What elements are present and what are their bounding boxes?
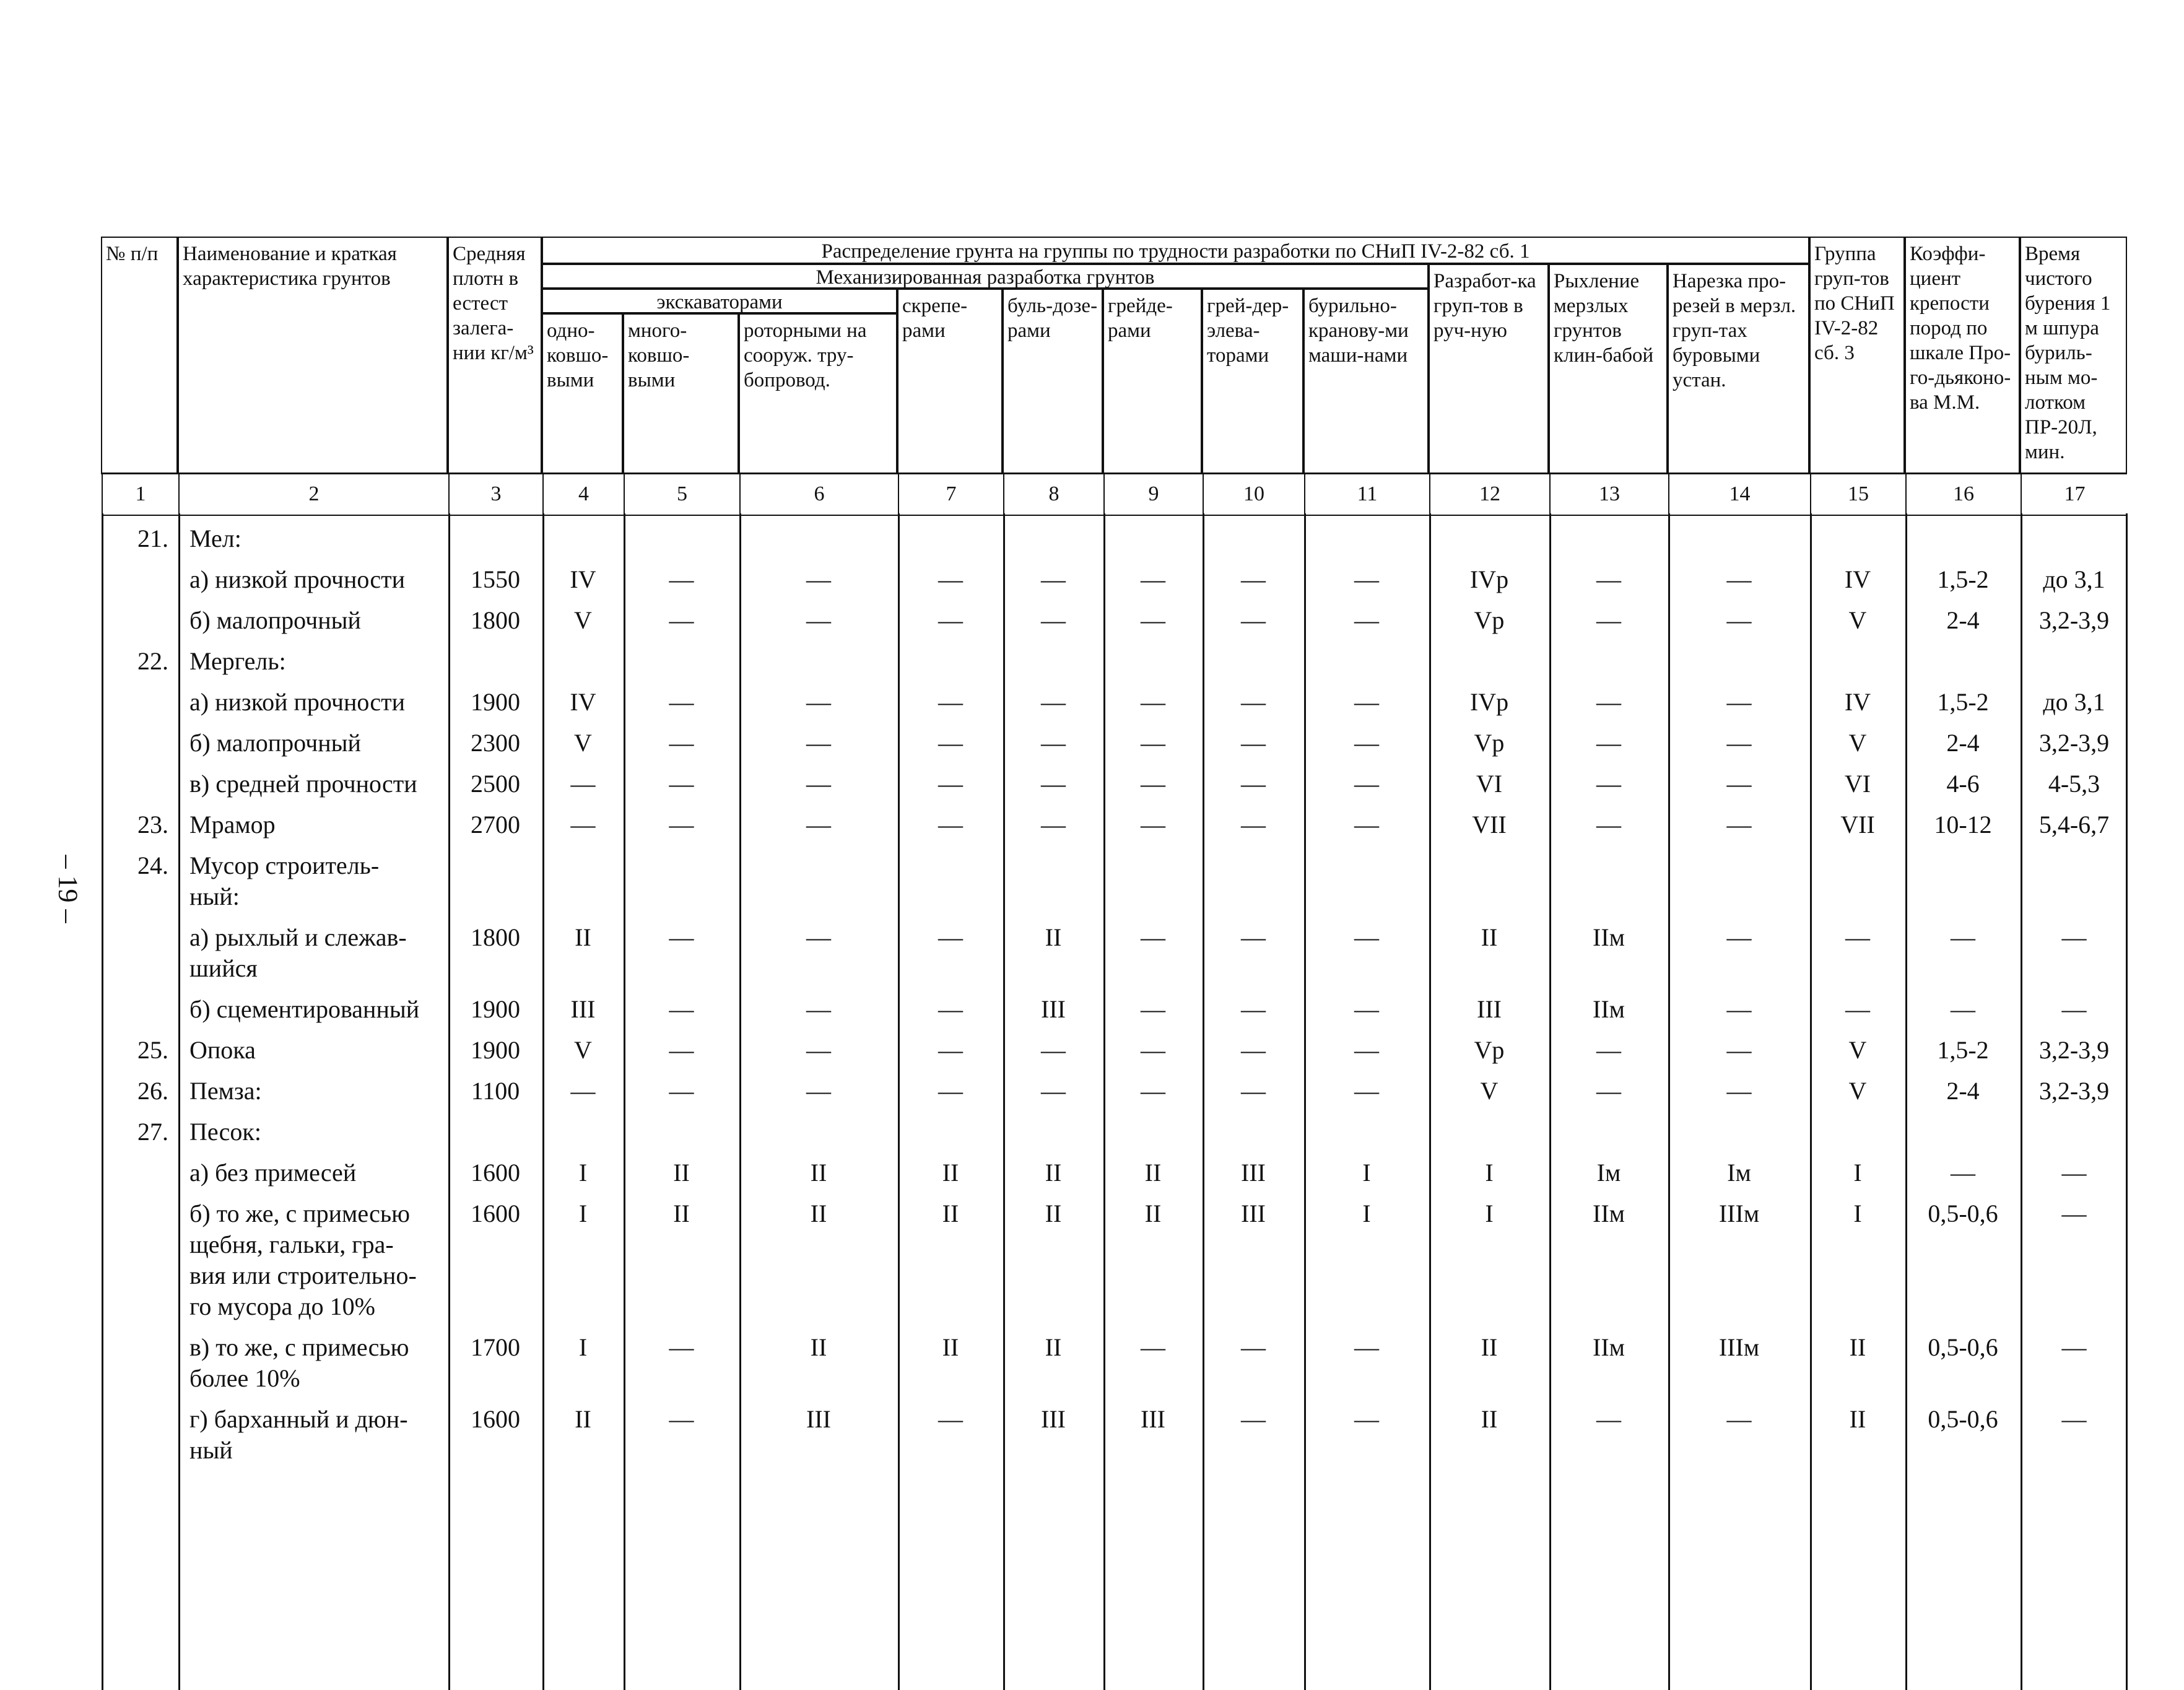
group-value: —: [1041, 565, 1066, 593]
group-value: —: [2061, 1333, 2087, 1361]
table-row: [102, 728, 2127, 769]
group-value: —: [1041, 606, 1066, 634]
header-col-11: бурильно-кранову-ми маши-нами: [1303, 289, 1429, 474]
group-value: —: [938, 729, 963, 757]
group-value: 1,5-2: [1937, 565, 1989, 593]
density-value: 1900: [471, 688, 520, 716]
group-value: V: [574, 1036, 592, 1064]
soil-name: в) средней прочности: [189, 770, 417, 798]
row-number: 21.: [137, 525, 168, 552]
group-value: —: [1354, 606, 1379, 634]
soil-name: Мусор строитель- ный:: [189, 852, 380, 910]
group-value: —: [1596, 606, 1621, 634]
soil-name: а) низкой прочности: [189, 688, 406, 716]
page-number: – 19 –: [53, 855, 84, 923]
group-value: —: [1241, 606, 1266, 634]
group-value: IIм: [1593, 995, 1625, 1023]
table-row: [102, 922, 2127, 994]
table-row: [102, 646, 2127, 687]
group-value: I: [1853, 1159, 1862, 1187]
group-value: —: [1141, 923, 1165, 951]
column-number: 16: [1905, 474, 2021, 515]
group-value: 4-5,3: [2048, 770, 2100, 798]
group-value: III: [1041, 1405, 1066, 1433]
group-value: V: [1848, 729, 1867, 757]
column-number: 1: [102, 474, 178, 515]
table-row: [102, 809, 2127, 850]
group-value: —: [1596, 811, 1621, 838]
group-value: —: [1951, 923, 1975, 951]
group-value: —: [669, 688, 694, 716]
group-value: —: [1141, 688, 1165, 716]
group-value: —: [938, 1405, 963, 1433]
group-value: —: [1041, 688, 1066, 716]
row-number: 27.: [137, 1118, 168, 1146]
group-value: II: [1849, 1333, 1866, 1361]
table-row: [102, 1157, 2127, 1198]
group-value: IIм: [1593, 1333, 1625, 1361]
group-value: —: [1596, 565, 1621, 593]
group-value: —: [1241, 923, 1266, 951]
group-value: II: [1045, 1333, 1062, 1361]
density-value: 2700: [471, 811, 520, 838]
group-value: —: [806, 1036, 831, 1064]
group-value: —: [2061, 1159, 2087, 1187]
group-value: —: [1141, 1077, 1165, 1105]
group-value: —: [669, 770, 694, 798]
group-value: —: [1726, 565, 1752, 593]
group-value: 2-4: [1946, 606, 1980, 634]
group-value: —: [1726, 1405, 1752, 1433]
table-row: [102, 850, 2127, 922]
row-number: 26.: [137, 1077, 168, 1105]
column-number: 7: [898, 474, 1003, 515]
group-value: I: [578, 1159, 588, 1187]
group-value: —: [1951, 1159, 1975, 1187]
group-value: —: [1041, 1077, 1066, 1105]
group-value: —: [1354, 1333, 1379, 1361]
column-number: 13: [1549, 474, 1668, 515]
group-value: —: [1596, 1077, 1621, 1105]
header-col-17: Время чистого бурения 1 м шпура буриль-ным мо-лотком ПР-20Л, мин.: [2020, 237, 2127, 474]
soil-name: Мрамор: [189, 811, 276, 838]
group-value: II: [1849, 1405, 1866, 1433]
column-number: 4: [542, 474, 624, 515]
group-value: —: [1726, 688, 1752, 716]
group-value: до 3,1: [2043, 688, 2105, 716]
group-value: Vр: [1474, 729, 1505, 757]
group-value: 2-4: [1946, 1077, 1980, 1105]
table-row: [102, 994, 2127, 1035]
group-value: —: [1596, 729, 1621, 757]
group-value: II: [942, 1159, 959, 1187]
group-value: Vр: [1474, 606, 1505, 634]
group-value: II: [942, 1333, 959, 1361]
group-value: II: [1144, 1159, 1162, 1187]
group-value: II: [810, 1200, 827, 1227]
group-value: I: [1485, 1200, 1494, 1227]
header-col-12: Разработ-ка груп-тов в руч-ную: [1429, 264, 1549, 474]
group-value: I: [1362, 1200, 1371, 1227]
group-value: I: [1485, 1159, 1494, 1187]
group-value: —: [1354, 811, 1379, 838]
group-value: —: [1041, 1036, 1066, 1064]
header-col-10: грей-дер-элева-торами: [1202, 289, 1303, 474]
group-value: —: [938, 1036, 963, 1064]
group-value: —: [669, 1077, 694, 1105]
group-value: —: [1241, 1405, 1266, 1433]
group-value: II: [1481, 1333, 1498, 1361]
table-row: [102, 1035, 2127, 1076]
group-value: IVр: [1469, 688, 1509, 716]
table-row: [102, 1332, 2127, 1404]
group-value: —: [938, 606, 963, 634]
group-value: III: [1241, 1200, 1266, 1227]
group-value: III: [1241, 1159, 1266, 1187]
group-value: II: [1045, 923, 1062, 951]
group-value: II: [810, 1159, 827, 1187]
group-value: 3,2-3,9: [2038, 1077, 2110, 1105]
group-value: —: [1041, 770, 1066, 798]
group-value: V: [1480, 1077, 1499, 1105]
header-excavators: экскаваторами: [542, 289, 897, 313]
column-number: 9: [1103, 474, 1203, 515]
group-value: II: [1045, 1159, 1062, 1187]
group-value: 3,2-3,9: [2038, 729, 2110, 757]
group-value: V: [1848, 1036, 1867, 1064]
table-body: [102, 513, 2127, 1690]
group-value: —: [1951, 995, 1975, 1023]
group-value: —: [938, 811, 963, 838]
group-value: —: [806, 770, 831, 798]
group-value: —: [938, 770, 963, 798]
group-value: IV: [570, 688, 596, 716]
group-value: 3,2-3,9: [2038, 1036, 2110, 1064]
group-value: —: [669, 729, 694, 757]
density-value: 1600: [471, 1159, 520, 1187]
group-value: —: [570, 1077, 596, 1105]
table-row: [102, 523, 2127, 564]
group-value: II: [575, 923, 591, 951]
group-value: —: [806, 606, 831, 634]
group-value: IVр: [1469, 565, 1509, 593]
column-number: 12: [1429, 474, 1549, 515]
density-value: 1600: [471, 1405, 520, 1433]
group-value: —: [669, 1333, 694, 1361]
group-value: —: [1141, 606, 1165, 634]
column-number: 3: [448, 474, 542, 515]
group-value: —: [1726, 995, 1752, 1023]
group-value: —: [1596, 1036, 1621, 1064]
column-number: 15: [1810, 474, 1905, 515]
group-value: II: [1144, 1200, 1162, 1227]
group-value: III: [1141, 1405, 1165, 1433]
group-value: —: [1726, 1077, 1752, 1105]
soil-name: а) рыхлый и слежав- шийся: [189, 923, 407, 982]
group-value: —: [1241, 565, 1266, 593]
header-distribution: Распределение грунта на группы по трудности разработки по СНиП IV-2-82 сб. 1: [542, 237, 1809, 264]
group-value: —: [1726, 811, 1752, 838]
row-number: 24.: [137, 852, 168, 879]
group-value: —: [669, 565, 694, 593]
density-value: 1800: [471, 923, 520, 951]
density-value: 1800: [471, 606, 520, 634]
header-col-16: Коэффи-циент крепости пород по шкале Прого-дьяконо-ва М.М.: [1905, 237, 2020, 474]
group-value: —: [2061, 923, 2087, 951]
group-value: —: [1726, 923, 1752, 951]
group-value: —: [1596, 688, 1621, 716]
group-value: —: [1726, 1036, 1752, 1064]
soil-name: б) сцементированный: [189, 995, 420, 1023]
soil-name: Мел:: [189, 525, 241, 552]
column-number: 8: [1003, 474, 1103, 515]
header-col-8: буль-дозе-рами: [1003, 289, 1103, 474]
soil-name: в) то же, с примесью более 10%: [189, 1333, 409, 1392]
group-value: IV: [1844, 565, 1871, 593]
header-col-13: Рыхление мерзлых грунтов клин-бабой: [1549, 264, 1668, 474]
group-value: —: [806, 565, 831, 593]
group-value: —: [1726, 770, 1752, 798]
group-value: —: [669, 923, 694, 951]
group-value: —: [2061, 995, 2087, 1023]
group-value: 5,4-6,7: [2038, 811, 2110, 838]
group-value: —: [2061, 1405, 2087, 1433]
group-value: II: [1481, 923, 1498, 951]
header-col-9: грейде-рами: [1103, 289, 1202, 474]
row-number: 23.: [137, 811, 168, 838]
group-value: —: [1354, 995, 1379, 1023]
group-value: VI: [1844, 770, 1871, 798]
column-number: 5: [624, 474, 739, 515]
group-value: V: [1848, 606, 1867, 634]
group-value: Iм: [1727, 1159, 1751, 1187]
group-value: —: [1354, 770, 1379, 798]
table-row: [102, 1117, 2127, 1157]
group-value: —: [806, 811, 831, 838]
group-value: 10-12: [1934, 811, 1992, 838]
header-col-name: Наименование и краткая характеристика грунтов: [178, 237, 448, 474]
group-value: —: [1845, 923, 1870, 951]
header-col-number: № п/п: [101, 237, 178, 474]
soil-name: а) без примесей: [189, 1159, 357, 1187]
group-value: —: [1141, 811, 1165, 838]
group-value: —: [806, 995, 831, 1023]
group-value: I: [1362, 1159, 1371, 1187]
group-value: —: [570, 811, 596, 838]
header-col-density: Средняя плотн в естест залегании кг/м³: [448, 237, 542, 474]
group-value: —: [1354, 1036, 1379, 1064]
group-value: —: [1241, 995, 1266, 1023]
column-number: 14: [1668, 474, 1810, 515]
group-value: 4-6: [1946, 770, 1980, 798]
group-value: IIм: [1593, 1200, 1625, 1227]
table-row: [102, 605, 2127, 646]
group-value: —: [669, 1036, 694, 1064]
column-number: 6: [739, 474, 898, 515]
group-value: —: [806, 923, 831, 951]
group-value: —: [669, 995, 694, 1023]
column-number: 11: [1304, 474, 1429, 515]
column-number: 2: [178, 474, 448, 515]
group-value: —: [1354, 923, 1379, 951]
group-value: —: [806, 729, 831, 757]
density-value: 1700: [471, 1333, 520, 1361]
row-number: 25.: [137, 1036, 168, 1064]
soil-name: б) малопрочный: [189, 606, 361, 634]
group-value: —: [1141, 565, 1165, 593]
group-value: —: [938, 565, 963, 593]
group-value: V: [574, 606, 592, 634]
group-value: I: [1853, 1200, 1862, 1227]
group-value: III: [1477, 995, 1502, 1023]
column-number: 17: [2021, 474, 2128, 515]
group-value: —: [1726, 606, 1752, 634]
group-value: —: [1141, 1333, 1165, 1361]
header-col-4: одно-ковшо-выми: [542, 313, 623, 474]
group-value: II: [673, 1200, 690, 1227]
group-value: —: [669, 811, 694, 838]
group-value: I: [578, 1333, 588, 1361]
group-value: —: [1596, 1405, 1621, 1433]
group-value: VI: [1476, 770, 1503, 798]
table-row: [102, 1076, 2127, 1117]
group-value: II: [575, 1405, 591, 1433]
column-number: 10: [1203, 474, 1304, 515]
group-value: Vр: [1474, 1036, 1505, 1064]
group-value: II: [1481, 1405, 1498, 1433]
group-value: IV: [1844, 688, 1871, 716]
table-row: [102, 1198, 2127, 1332]
group-value: —: [1241, 770, 1266, 798]
group-value: II: [942, 1200, 959, 1227]
group-value: —: [938, 995, 963, 1023]
density-value: 1100: [471, 1077, 520, 1105]
group-value: —: [938, 923, 963, 951]
group-value: —: [1241, 1036, 1266, 1064]
group-value: —: [1241, 811, 1266, 838]
group-value: —: [938, 1077, 963, 1105]
group-value: 0,5-0,6: [1928, 1200, 1998, 1227]
group-value: —: [669, 606, 694, 634]
group-value: III: [570, 995, 596, 1023]
group-value: —: [1845, 995, 1870, 1023]
density-value: 2500: [471, 770, 520, 798]
group-value: IV: [570, 565, 596, 593]
soil-name: Песок:: [189, 1118, 261, 1146]
group-value: —: [1241, 1333, 1266, 1361]
group-value: II: [673, 1159, 690, 1187]
group-value: —: [1141, 729, 1165, 757]
density-value: 1900: [471, 1036, 520, 1064]
group-value: —: [1041, 729, 1066, 757]
soil-name: б) малопрочный: [189, 729, 361, 757]
group-value: —: [1141, 995, 1165, 1023]
density-value: 1600: [471, 1200, 520, 1227]
density-value: 1550: [471, 565, 520, 593]
group-value: до 3,1: [2043, 565, 2105, 593]
group-value: 2-4: [1946, 729, 1980, 757]
header-col-5: много-ковшо-выми: [623, 313, 739, 474]
header-col-14: Нарезка про-резей в мерзл. груп-тах буровыми устан.: [1668, 264, 1809, 474]
group-value: —: [1141, 1036, 1165, 1064]
group-value: —: [806, 1077, 831, 1105]
group-value: II: [1045, 1200, 1062, 1227]
soil-name: а) низкой прочности: [189, 565, 406, 593]
group-value: —: [570, 770, 596, 798]
soil-name: Опока: [189, 1036, 256, 1064]
row-number: 22.: [137, 647, 168, 675]
group-value: 0,5-0,6: [1928, 1333, 1998, 1361]
group-value: —: [1354, 1405, 1379, 1433]
group-value: —: [2061, 1200, 2087, 1227]
group-value: IIIм: [1718, 1333, 1760, 1361]
density-value: 1900: [471, 995, 520, 1023]
table-row: [102, 769, 2127, 809]
group-value: 0,5-0,6: [1928, 1405, 1998, 1433]
column-number-row: [102, 473, 2127, 516]
group-value: V: [1848, 1077, 1867, 1105]
table-row: [102, 1404, 2127, 1476]
group-value: —: [1141, 770, 1165, 798]
group-value: —: [938, 688, 963, 716]
group-value: —: [669, 1405, 694, 1433]
group-value: —: [1241, 1077, 1266, 1105]
header-col-7: скрепе-рами: [897, 289, 1003, 474]
soil-name: г) барханный и дюн- ный: [189, 1405, 408, 1464]
soil-name: б) то же, с примесью щебня, гальки, гра- вия или строительно- го мусора до 10%: [189, 1200, 417, 1320]
group-value: —: [1726, 729, 1752, 757]
header-mechanized: Механизированная разработка грунтов: [542, 264, 1429, 289]
group-value: —: [1596, 770, 1621, 798]
group-value: V: [574, 729, 592, 757]
table-row: [102, 564, 2127, 605]
group-value: VII: [1472, 811, 1507, 838]
header-col-15: Группа груп-тов по СНиП IV-2-82 сб. 3: [1809, 237, 1905, 474]
group-value: 3,2-3,9: [2038, 606, 2110, 634]
group-value: I: [578, 1200, 588, 1227]
group-value: —: [806, 688, 831, 716]
group-value: Iм: [1596, 1159, 1621, 1187]
group-value: —: [1241, 688, 1266, 716]
group-value: II: [810, 1333, 827, 1361]
density-value: 2300: [471, 729, 520, 757]
group-value: VII: [1840, 811, 1875, 838]
header-col-6: роторными на сооруж. тру-бопровод.: [739, 313, 897, 474]
table-row: [102, 687, 2127, 728]
group-value: —: [1354, 729, 1379, 757]
group-value: IIIм: [1718, 1200, 1760, 1227]
group-value: IIм: [1593, 923, 1625, 951]
group-value: 1,5-2: [1937, 688, 1989, 716]
group-value: —: [1354, 1077, 1379, 1105]
group-value: III: [806, 1405, 831, 1433]
group-value: —: [1354, 688, 1379, 716]
group-value: —: [1354, 565, 1379, 593]
soil-name: Пемза:: [189, 1077, 262, 1105]
group-value: —: [1041, 811, 1066, 838]
group-value: 1,5-2: [1937, 1036, 1989, 1064]
soil-name: Мергель:: [189, 647, 286, 675]
group-value: III: [1041, 995, 1066, 1023]
group-value: —: [1241, 729, 1266, 757]
